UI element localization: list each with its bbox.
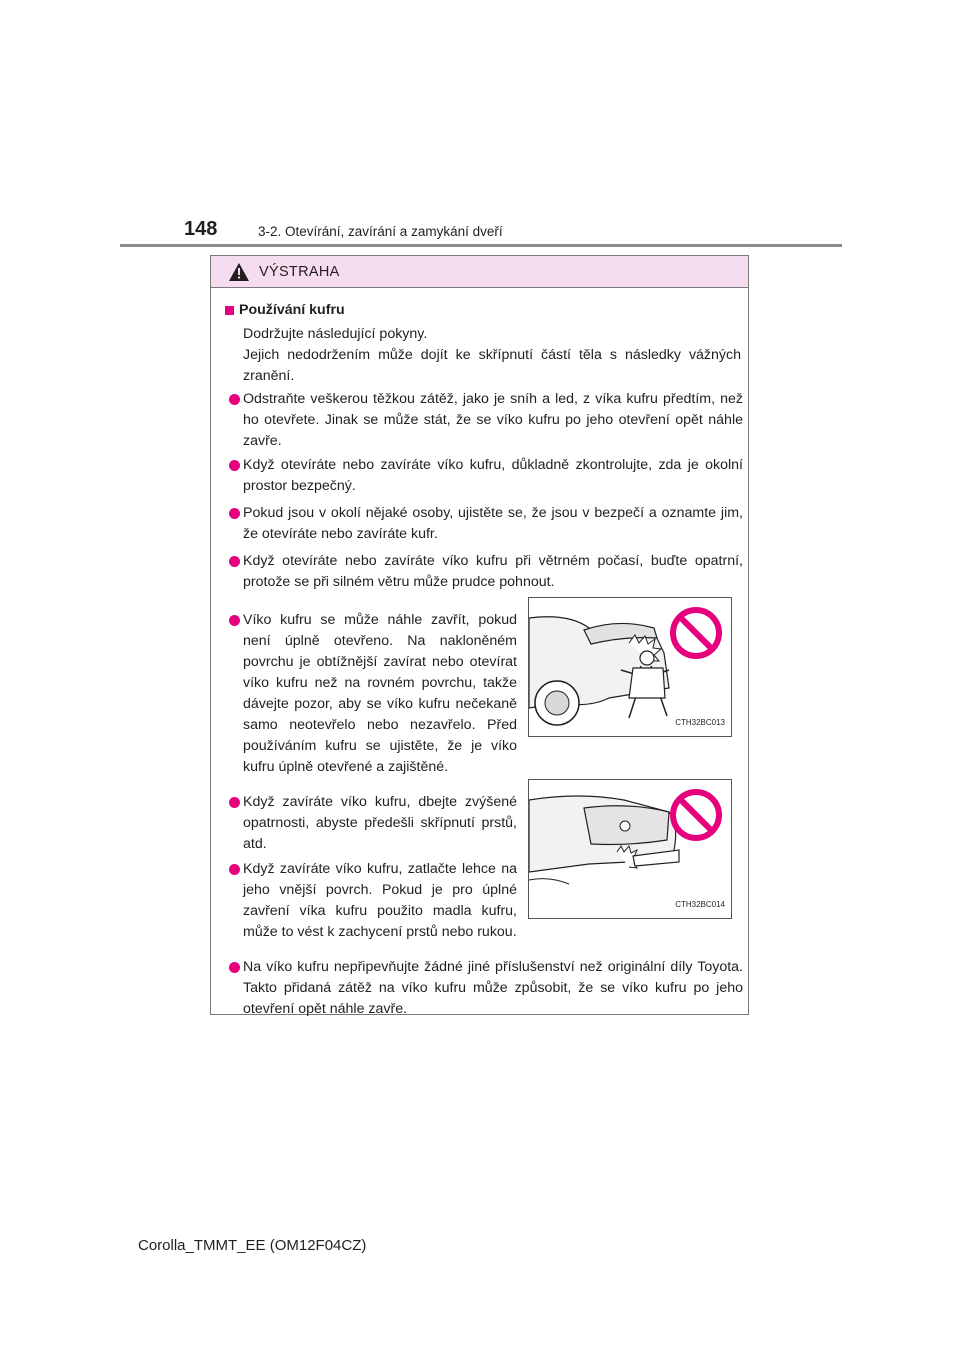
bullet-dot-icon	[229, 508, 240, 519]
bullet-item	[227, 859, 517, 943]
header-rule	[120, 244, 842, 247]
prohibition-icon	[669, 606, 723, 660]
bullet-dot-icon	[229, 797, 240, 808]
bullet-item	[227, 610, 517, 778]
bullet-text: Když otevíráte nebo zavíráte víko kufru při větrném počasí, buďte opatrní, protože se při silném větru může prudce pohnout.	[243, 553, 743, 590]
figure-trunk-fingers	[528, 779, 732, 919]
bullet-item	[227, 389, 743, 452]
figure-trunk-slope	[528, 597, 732, 737]
section-title: 3-2. Otevírání, zavírání a zamykání dveří	[258, 224, 503, 239]
bullet-text: Když zavíráte víko kufru, dbejte zvýšené opatrnosti, abyste předešli skřípnutí prstů, atd.	[243, 794, 517, 852]
bullet-item	[227, 551, 743, 593]
bullet-dot-icon	[229, 460, 240, 471]
figure-code: CTH32BC013	[675, 718, 725, 727]
bullet-text: Na víko kufru nepřipevňujte žádné jiné příslušenství než originální díly Toyota. Takto přidaná zátěž na víko kufru může způsobit, že se víko kufru po jeho otevření opět náhle zavře.	[243, 959, 743, 1017]
bullet-dot-icon	[229, 615, 240, 626]
warning-title: VÝSTRAHA	[259, 263, 340, 280]
bullet-dot-icon	[229, 864, 240, 875]
figure-code: CTH32BC014	[675, 900, 725, 909]
bullet-item	[227, 957, 743, 1020]
bullet-text: Víko kufru se může náhle zavřít, pokud není úplně otevřeno. Na nakloněném povrchu je obtížnější zavírat nebo otevírat víko kufru než na rovném povrchu, takže dávejte pozor, aby se víko kufru nečekaně samo neotevřelo nebo nezavřelo. Před používáním kufru se ujistěte, že je víko kufru úplně otevřené a zajištěné.	[243, 612, 517, 775]
square-bullet-icon	[225, 306, 234, 315]
bullet-text: Pokud jsou v okolí nějaké osoby, ujistěte se, že jsou v bezpečí a oznamte jim, že otevíráte nebo zavíráte kufr.	[243, 505, 743, 542]
page-number: 148	[184, 218, 218, 240]
bullet-item	[227, 503, 743, 545]
prohibition-icon	[669, 788, 723, 842]
intro-line-1: Dodržujte následující pokyny.	[243, 326, 428, 342]
bullet-text: Když otevíráte nebo zavíráte víko kufru, důkladně zkontrolujte, zda je okolní prostor bezpečný.	[243, 457, 743, 494]
bullet-text: Odstraňte veškerou těžkou zátěž, jako je sníh a led, z víka kufru předtím, než ho otevřete. Jinak se může stát, že se víko kufru po jeho otevření opět náhle zavře.	[243, 391, 743, 449]
bullet-item	[227, 792, 517, 855]
bullet-text: Když zavíráte víko kufru, zatlačte lehce na jeho vnější povrch. Pokud je pro úplné zavření víka kufru použito madla kufru, může to vést k zachycení prstů nebo rukou.	[243, 861, 517, 940]
bullet-dot-icon	[229, 394, 240, 405]
warning-heading	[225, 300, 345, 321]
bullet-dot-icon	[229, 556, 240, 567]
intro-line-2: Jejich nedodržením může dojít ke skřípnutí částí těla s následky vážných zranění.	[243, 347, 741, 384]
warning-triangle-icon	[229, 263, 249, 281]
bullet-item	[227, 455, 743, 497]
footer-doc-id: Corolla_TMMT_EE (OM12F04CZ)	[138, 1237, 367, 1254]
warning-box	[210, 255, 749, 1015]
warning-heading-text: Používání kufru	[239, 302, 345, 318]
warning-header	[211, 256, 748, 288]
bullet-dot-icon	[229, 962, 240, 973]
